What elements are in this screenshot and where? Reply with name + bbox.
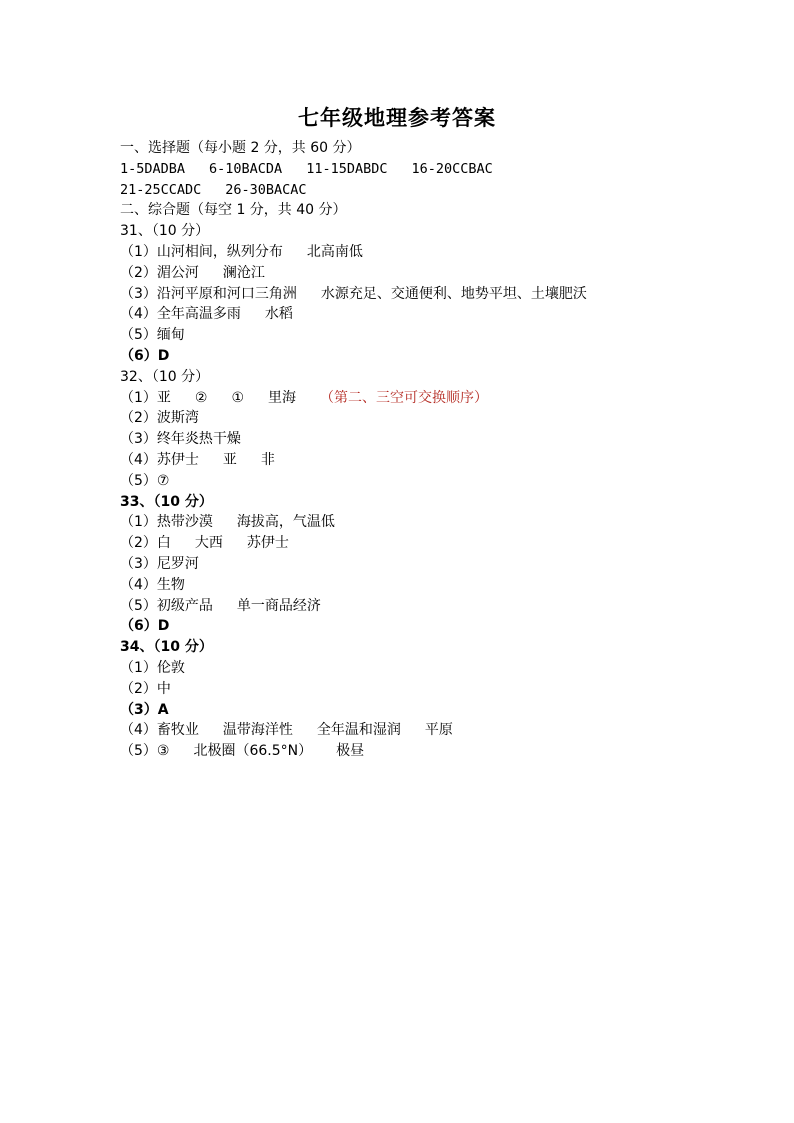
choice-answer-group: 11-15DABDC (306, 160, 388, 177)
q31-header (120, 221, 780, 242)
choice-answer-group: 21-25CCADC (120, 181, 202, 198)
question-header-text: 32、（10 分） (120, 368, 210, 385)
q33-answer-3 (120, 554, 780, 575)
answer-text: 海拔高，气温低 (236, 514, 335, 531)
choice-answer-group: 1-5DADBA (120, 160, 186, 177)
q32-answer-1 (120, 388, 780, 409)
answer-text: ② (194, 389, 208, 406)
q33-answer-1 (120, 512, 780, 533)
answer-text: 极昼 (336, 743, 365, 760)
q31-answer-2 (120, 263, 780, 284)
answer-text: （1）亚 (120, 389, 171, 406)
answer-note: （第二、三空可交换顺序） (320, 389, 489, 406)
answer-text: 亚 (222, 451, 237, 468)
q33-header (120, 492, 780, 513)
answer-text: （5）⑦ (120, 472, 170, 489)
answer-text: 平原 (424, 722, 453, 739)
q31-answer-5 (120, 325, 780, 346)
answer-text: （3）终年炎热干燥 (120, 431, 241, 448)
answer-text: （5）缅甸 (120, 327, 185, 344)
answer-text: （5）③ (120, 743, 170, 760)
choice-answer-group: 26-30BACAC (225, 181, 307, 198)
question-header-text: 31、（10 分） (120, 223, 210, 240)
answer-text: （3）沿河平原和河口三角洲 (120, 285, 297, 302)
choice-answer-group: 6-10BACDA (209, 160, 283, 177)
q32-answer-2 (120, 408, 780, 429)
answer-text: （6）D (120, 618, 170, 635)
answer-body (120, 138, 780, 762)
choice-answers-row-2 (120, 180, 780, 201)
q33-answer-6 (120, 616, 780, 637)
q32-answer-4 (120, 450, 780, 471)
q34-answer-1 (120, 658, 780, 679)
q32-header (120, 367, 780, 388)
q31-answer-6 (120, 346, 780, 367)
answer-text: （3）尼罗河 (120, 555, 199, 572)
answer-text: （6）D (120, 347, 170, 364)
question-header-text: 34、（10 分） (120, 639, 213, 656)
answer-text: 温带海洋性 (222, 722, 293, 739)
answer-text: 水稻 (264, 306, 293, 323)
answer-text: 北极圈（66.5°N） (193, 743, 313, 760)
q34-answer-3 (120, 700, 780, 721)
answer-text: 非 (260, 451, 275, 468)
answer-text: 单一商品经济 (236, 597, 321, 614)
answer-text: （1）热带沙漠 (120, 514, 213, 531)
answer-text: 水源充足、交通便利、地势平坦、土壤肥沃 (320, 285, 587, 302)
choice-section-header (120, 138, 780, 159)
answer-text: （4）全年高温多雨 (120, 306, 241, 323)
answer-text: （4）生物 (120, 576, 185, 593)
answer-text: （1）伦敦 (120, 659, 185, 676)
q34-header (120, 637, 780, 658)
answer-text: （2）波斯湾 (120, 410, 199, 427)
answer-text: 苏伊士 (246, 535, 289, 552)
choice-answer-group: 16-20CCBAC (411, 160, 493, 177)
answer-text: 里海 (268, 389, 297, 406)
answer-text: （5）初级产品 (120, 597, 213, 614)
answer-text: （2）白 (120, 535, 171, 552)
q32-answer-5 (120, 471, 780, 492)
q31-answer-4 (120, 304, 780, 325)
answer-text: （2）湄公河 (120, 264, 199, 281)
answer-text: （3）A (120, 701, 169, 718)
q32-answer-3 (120, 429, 780, 450)
question-header-text: 33、（10 分） (120, 493, 213, 510)
answer-text: （4）苏伊士 (120, 451, 199, 468)
composite-header-text: 二、综合题（每空 1 分，共 40 分） (120, 202, 347, 219)
q34-answer-4 (120, 720, 780, 741)
answer-text: 全年温和湿润 (316, 722, 401, 739)
choice-header-text: 一、选择题（每小题 2 分，共 60 分） (120, 140, 361, 156)
answer-text: （2）中 (120, 680, 171, 697)
q31-answer-3 (120, 284, 780, 305)
composite-section-header (120, 200, 780, 221)
q34-answer-2 (120, 679, 780, 700)
q34-answer-5 (120, 741, 780, 762)
choice-answers-row-1 (120, 159, 780, 180)
answer-text: ① (231, 389, 245, 406)
q33-answer-2 (120, 533, 780, 554)
q33-answer-4 (120, 575, 780, 596)
answer-text: （1）山河相间，纵列分布 (120, 243, 283, 260)
answer-text: 澜沧江 (222, 264, 265, 281)
q33-answer-5 (120, 596, 780, 617)
answer-text: 北高南低 (306, 243, 363, 260)
page-title: 七年级地理参考答案 (298, 105, 496, 130)
q31-answer-1 (120, 242, 780, 263)
answer-text: 大西 (194, 535, 223, 552)
answer-text: （4）畜牧业 (120, 722, 199, 739)
